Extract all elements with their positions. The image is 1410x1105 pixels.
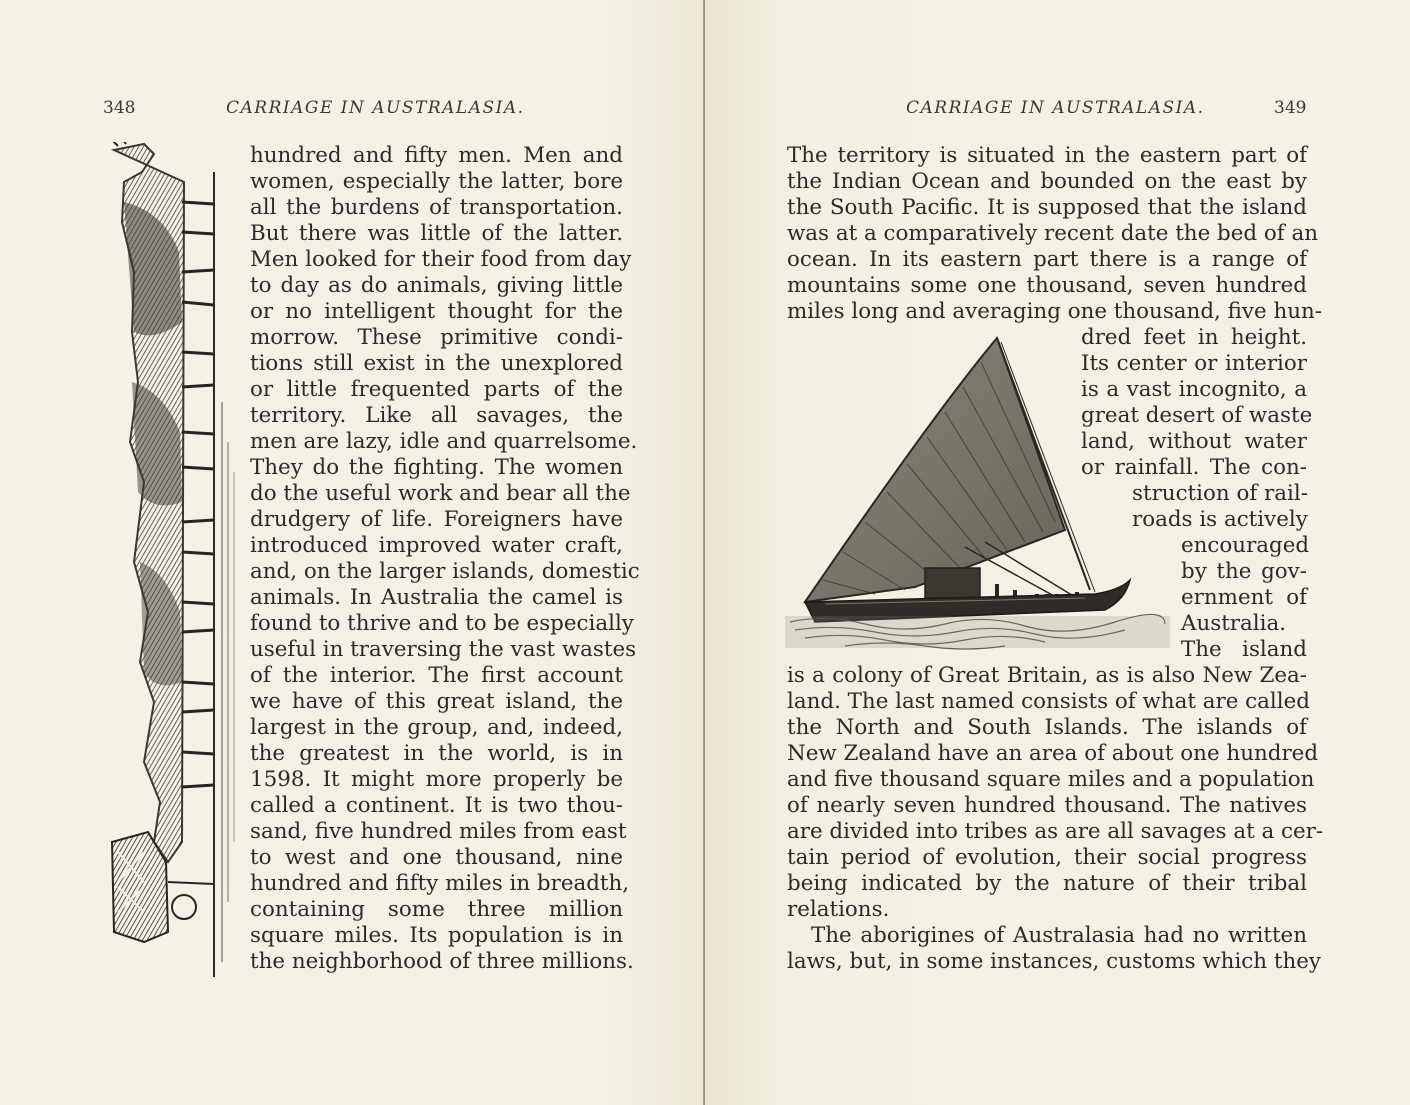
text-line: dred feet in height. <box>1081 325 1307 350</box>
text-line: miles long and averaging one thousand, five hun- <box>787 299 1322 324</box>
text-line: do the useful work and bear all the <box>250 481 631 506</box>
text-line: are divided into tribes as are all savages at a cer- <box>787 819 1324 844</box>
text-line: Australia. <box>1181 611 1287 636</box>
text-line: encouraged <box>1181 533 1310 558</box>
text-line: drudgery of life. Foreigners have <box>250 507 623 532</box>
text-line: is a vast incognito, a <box>1081 377 1307 402</box>
text-line: territory. Like all savages, the <box>250 403 623 428</box>
text-line: the greatest in the world, is in <box>250 741 623 766</box>
text-line: hundred and fifty men. Men and <box>250 143 623 168</box>
text-line: The island <box>1181 637 1307 662</box>
text-line: The aborigines of Australasia had no written <box>811 923 1307 948</box>
text-line: land. The last named consists of what are called <box>787 689 1310 714</box>
text-line: the Indian Ocean and bounded on the east by <box>787 169 1307 194</box>
text-line: containing some three million <box>250 897 623 922</box>
text-line: the South Pacific. It is supposed that the island <box>787 195 1307 220</box>
text-line: morrow. These primitive condi- <box>250 325 623 350</box>
text-line: the neighborhood of three millions. <box>250 949 634 974</box>
text-line: by the gov- <box>1181 559 1307 584</box>
text-line: or rainfall. The con- <box>1081 455 1307 480</box>
text-line: being indicated by the nature of their tribal <box>787 871 1307 896</box>
running-head-left-text: CARRIAGE IN AUSTRALASIA. <box>226 98 525 118</box>
text-line: called a continent. It is two thou- <box>250 793 623 818</box>
text-line: to day as do animals, giving little <box>250 273 623 298</box>
text-line: introduced improved water craft, <box>250 533 623 558</box>
text-line: to west and one thousand, nine <box>250 845 623 870</box>
text-line: mountains some one thousand, seven hundred <box>787 273 1307 298</box>
text-line: found to thrive and to be especially <box>250 611 634 636</box>
text-line: ocean. In its eastern part there is a range of <box>787 247 1307 272</box>
text-line: square miles. Its population is in <box>250 923 623 948</box>
text-line: of nearly seven hundred thousand. The natives <box>787 793 1307 818</box>
right-page <box>705 0 1410 1105</box>
text-line: useful in traversing the vast wastes <box>250 637 637 662</box>
text-line: great desert of waste <box>1081 403 1313 428</box>
text-line: New Zealand have an area of about one hundred <box>787 741 1319 766</box>
text-line: tions still exist in the unexplored <box>250 351 623 376</box>
running-head-right <box>906 98 1205 118</box>
text-line: the North and South Islands. The islands of <box>787 715 1307 740</box>
text-line: animals. In Australia the camel is <box>250 585 623 610</box>
running-head-right-text: CARRIAGE IN AUSTRALASIA. <box>906 98 1205 118</box>
text-line: struction of rail- <box>1132 481 1308 506</box>
text-line: 1598. It might more properly be <box>250 767 623 792</box>
text-line: They do the fighting. The women <box>250 455 623 480</box>
text-line: But there was little of the latter. <box>250 221 623 246</box>
text-line: roads is actively <box>1132 507 1308 532</box>
page-number-right: 349 <box>1274 98 1307 118</box>
text-line: men are lazy, idle and quarrelsome. <box>250 429 638 454</box>
text-line: largest in the group, and, indeed, <box>250 715 623 740</box>
text-line: Its center or interior <box>1081 351 1307 376</box>
text-line: all the burdens of transportation. <box>250 195 623 220</box>
text-line: sand, five hundred miles from east <box>250 819 627 844</box>
text-line: ernment of <box>1181 585 1307 610</box>
text-line: is a colony of Great Britain, as is also New Zea- <box>787 663 1307 688</box>
text-line: women, especially the latter, bore <box>250 169 623 194</box>
text-line: relations. <box>787 897 890 922</box>
text-line: or no intelligent thought for the <box>250 299 623 324</box>
text-line: was at a comparatively recent date the bed of an <box>787 221 1319 246</box>
camel-caravan-illustration <box>104 142 244 982</box>
text-line: tain period of evolution, their social progress <box>787 845 1307 870</box>
text-line: and five thousand square miles and a population <box>787 767 1315 792</box>
text-line: of the interior. The first account <box>250 663 623 688</box>
text-line: land, without water <box>1081 429 1307 454</box>
text-line: we have of this great island, the <box>250 689 623 714</box>
page-number-left: 348 <box>103 98 136 118</box>
text-line: laws, but, in some instances, customs which they <box>787 949 1321 974</box>
text-line: or little frequented parts of the <box>250 377 623 402</box>
text-line: Men looked for their food from day <box>250 247 632 272</box>
text-line: hundred and fifty miles in breadth, <box>250 871 630 896</box>
running-head-left <box>226 98 525 118</box>
text-line: and, on the larger islands, domestic <box>250 559 640 584</box>
text-line: The territory is situated in the eastern part of <box>787 143 1307 168</box>
